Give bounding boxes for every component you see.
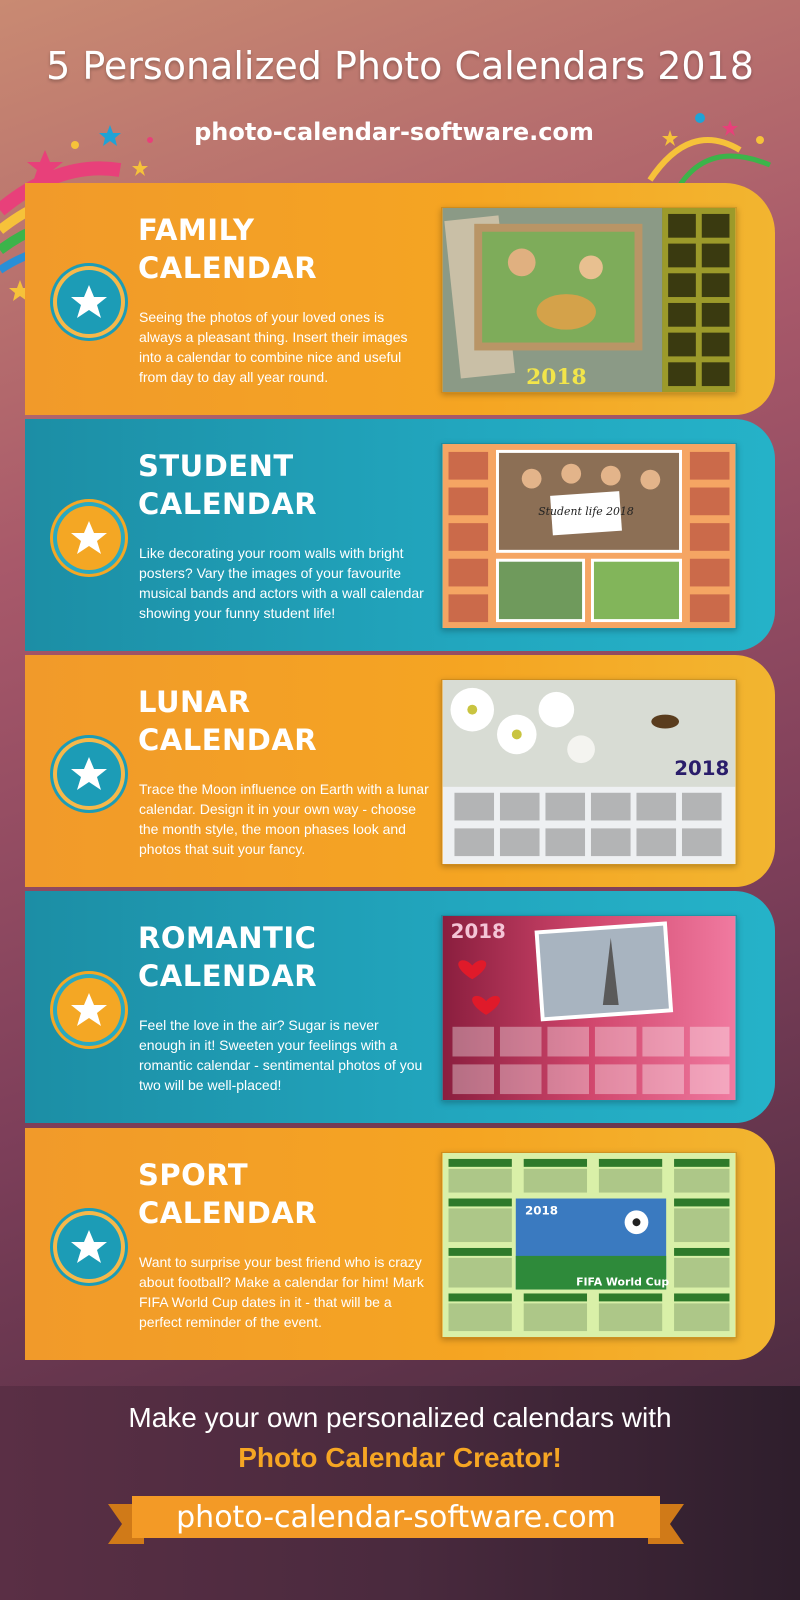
image-caption: Student life 2018 bbox=[538, 505, 634, 519]
card-romantic-calendar bbox=[25, 891, 775, 1123]
footer-brand-name[interactable]: Photo Calendar Creator! bbox=[238, 1442, 562, 1473]
card-title: STUDENT CALENDAR bbox=[138, 449, 318, 521]
star-badge bbox=[57, 270, 121, 334]
card-lunar-calendar bbox=[25, 655, 775, 887]
card-family-calendar bbox=[25, 183, 775, 415]
card-description: Seeing the photos of your loved ones is always a pleasant thing. Insert their images into a calendar to combine nice and useful from day to day all year round. bbox=[139, 309, 408, 385]
star-icon bbox=[69, 1227, 109, 1267]
image-year: 2018 bbox=[525, 1203, 559, 1218]
lunar-calendar-image bbox=[441, 679, 737, 865]
image-year: 2018 bbox=[526, 365, 587, 391]
image-year: 2018 bbox=[674, 756, 730, 780]
student-calendar-image bbox=[441, 443, 737, 629]
star-badge bbox=[57, 978, 121, 1042]
card-title: SPORT CALENDAR bbox=[138, 1158, 318, 1230]
star-icon bbox=[69, 518, 109, 558]
card-description: Trace the Moon influence on Earth with a lunar calendar. Design it in your own way - choose the month style, the moon phases look and photos that suit your fancy. bbox=[139, 781, 429, 857]
star-badge bbox=[57, 506, 121, 570]
star-badge bbox=[57, 1215, 121, 1279]
card-student-calendar bbox=[25, 419, 775, 651]
card-title: ROMANTIC CALENDAR bbox=[138, 921, 318, 993]
card-title: LUNAR CALENDAR bbox=[138, 685, 318, 757]
star-icon bbox=[69, 282, 109, 322]
star-badge bbox=[57, 742, 121, 806]
site-url-header[interactable]: photo-calendar-software.com bbox=[194, 118, 594, 146]
card-description: Feel the love in the air? Sugar is never enough in it! Sweeten your feelings with a romantic calendar - sentimental photos of you two will be well-placed! bbox=[139, 1017, 423, 1093]
family-calendar-image bbox=[441, 207, 737, 393]
sport-calendar-image bbox=[441, 1152, 737, 1338]
page-title: 5 Personalized Photo Calendars 2018 bbox=[46, 44, 754, 88]
romantic-calendar-image bbox=[441, 915, 737, 1101]
card-description: Like decorating your room walls with bright posters? Vary the images of your favourite musical bands and actors with a wall calendar showing your funny student life! bbox=[139, 545, 424, 621]
image-year: 2018 bbox=[450, 919, 506, 943]
card-sport-calendar bbox=[25, 1128, 775, 1360]
image-caption: FIFA World Cup bbox=[576, 1275, 670, 1289]
star-icon bbox=[69, 990, 109, 1030]
site-url-footer[interactable]: photo-calendar-software.com bbox=[176, 1500, 616, 1535]
footer-ribbon[interactable] bbox=[108, 1496, 684, 1544]
card-description: Want to surprise your best friend who is crazy about football? Make a calendar for him! Mark FIFA World Cup dates in it - that will be a perfect reminder of the event. bbox=[139, 1254, 424, 1330]
card-title: FAMILY CALENDAR bbox=[138, 213, 318, 285]
star-icon bbox=[69, 754, 109, 794]
footer-tagline: Make your own personalized calendars with bbox=[128, 1402, 672, 1433]
